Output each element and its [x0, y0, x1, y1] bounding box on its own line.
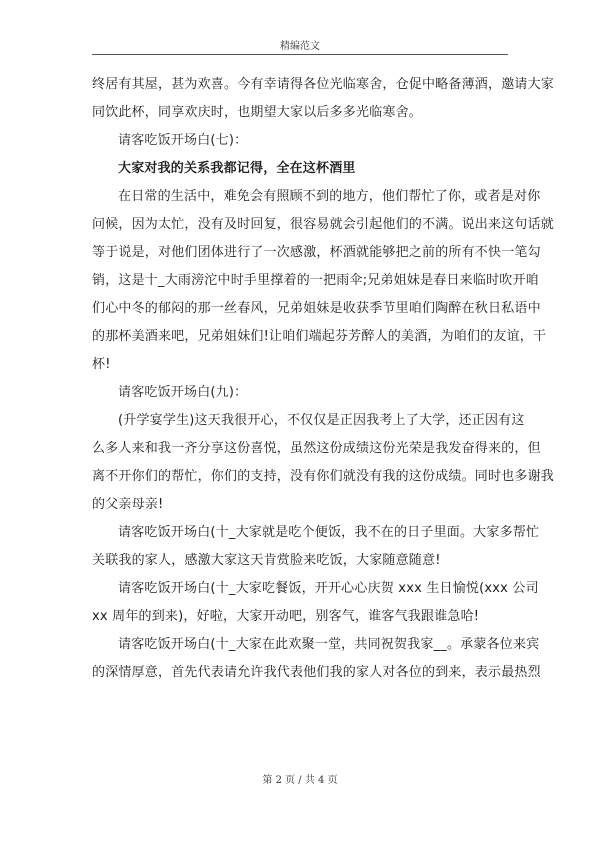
paragraph-line: 离不开你们的帮忙，你们的支持，没有你们就没有我的这份成绩。同时也多谢我	[92, 469, 555, 484]
section-subheading: 大家对我的关系我都记得，全在这杯酒里	[118, 161, 356, 176]
paragraph-line: 等于说是，对他们团体进行了一次感激，杯酒就能够把之前的所有不快一笔勾	[92, 245, 541, 260]
paragraph-line: 的父亲母亲!	[92, 497, 164, 512]
paragraph-line: 关联我的家人，感激大家这天肯赏脸来吃饭，大家随意随意!	[92, 553, 441, 568]
paragraph-line: 请客吃饭开场白(十_大家在此欢聚一堂，共同祝贺我家__。承蒙各位来宾	[118, 637, 540, 652]
page-header: 精编范文	[280, 41, 320, 52]
paragraph-line: 请客吃饭开场白(十_大家吃餐饭，开开心心庆贺 xxx 生日愉悦(xxx 公司	[118, 581, 539, 596]
paragraph-line: xx 周年的到来)，好啦，大家开动吧，别客气，谁客气我跟谁急哈!	[92, 609, 480, 624]
page-number: 第 2 页 / 共 4 页	[262, 775, 338, 786]
paragraph-line: 的那杯美酒来吧，兄弟姐妹们!让咱们端起芬芳醉人的美酒，为咱们的友谊，干	[92, 329, 547, 344]
paragraph-line: 终居有其屋，甚为欢喜。今有幸请得各位光临寒舍，仓促中略备薄酒，邀请大家	[92, 77, 555, 92]
paragraph-line: (升学宴学生)这天我很开心，不仅仅是正因我考上了大学，还正因有这	[118, 413, 525, 428]
paragraph-line: 同饮此杯，同享欢庆时，也期望大家以后多多光临寒舍。	[92, 105, 423, 120]
paragraph-line: 销，这是十_大雨滂沱中时手里撑着的一把雨伞;兄弟姐妹是春日来临时吹开咱	[92, 273, 539, 288]
paragraph-line: 在日常的生活中，难免会有照顾不到的地方，他们帮忙了你，或者是对你	[118, 189, 541, 204]
paragraph-line: 的深情厚意，首先代表请允许我代表他们我的家人对各位的到来，表示最热烈	[92, 665, 541, 680]
section-heading-7: 请客吃饭开场白(七)：	[118, 133, 248, 148]
document-body	[92, 71, 555, 687]
paragraph-line: 杯!	[92, 357, 111, 372]
paragraph-line: 们心中冬的郁闷的那一丝春风，兄弟姐妹是收获季节里咱们陶醉在秋日私语中	[92, 301, 541, 316]
paragraph-line: 问候，因为太忙，没有及时回复，很容易就会引起他们的不满。说出来这句话就	[92, 217, 555, 232]
paragraph-line: 么多人来和我一齐分享这份喜悦，虽然这份成绩这份光荣是我发奋得来的，但	[92, 441, 541, 456]
section-heading-9: 请客吃饭开场白(九)：	[118, 385, 248, 400]
paragraph-line: 请客吃饭开场白(十_大家就是吃个便饭，我不在的日子里面。大家多帮忙	[118, 525, 540, 540]
header-divider	[92, 54, 508, 55]
